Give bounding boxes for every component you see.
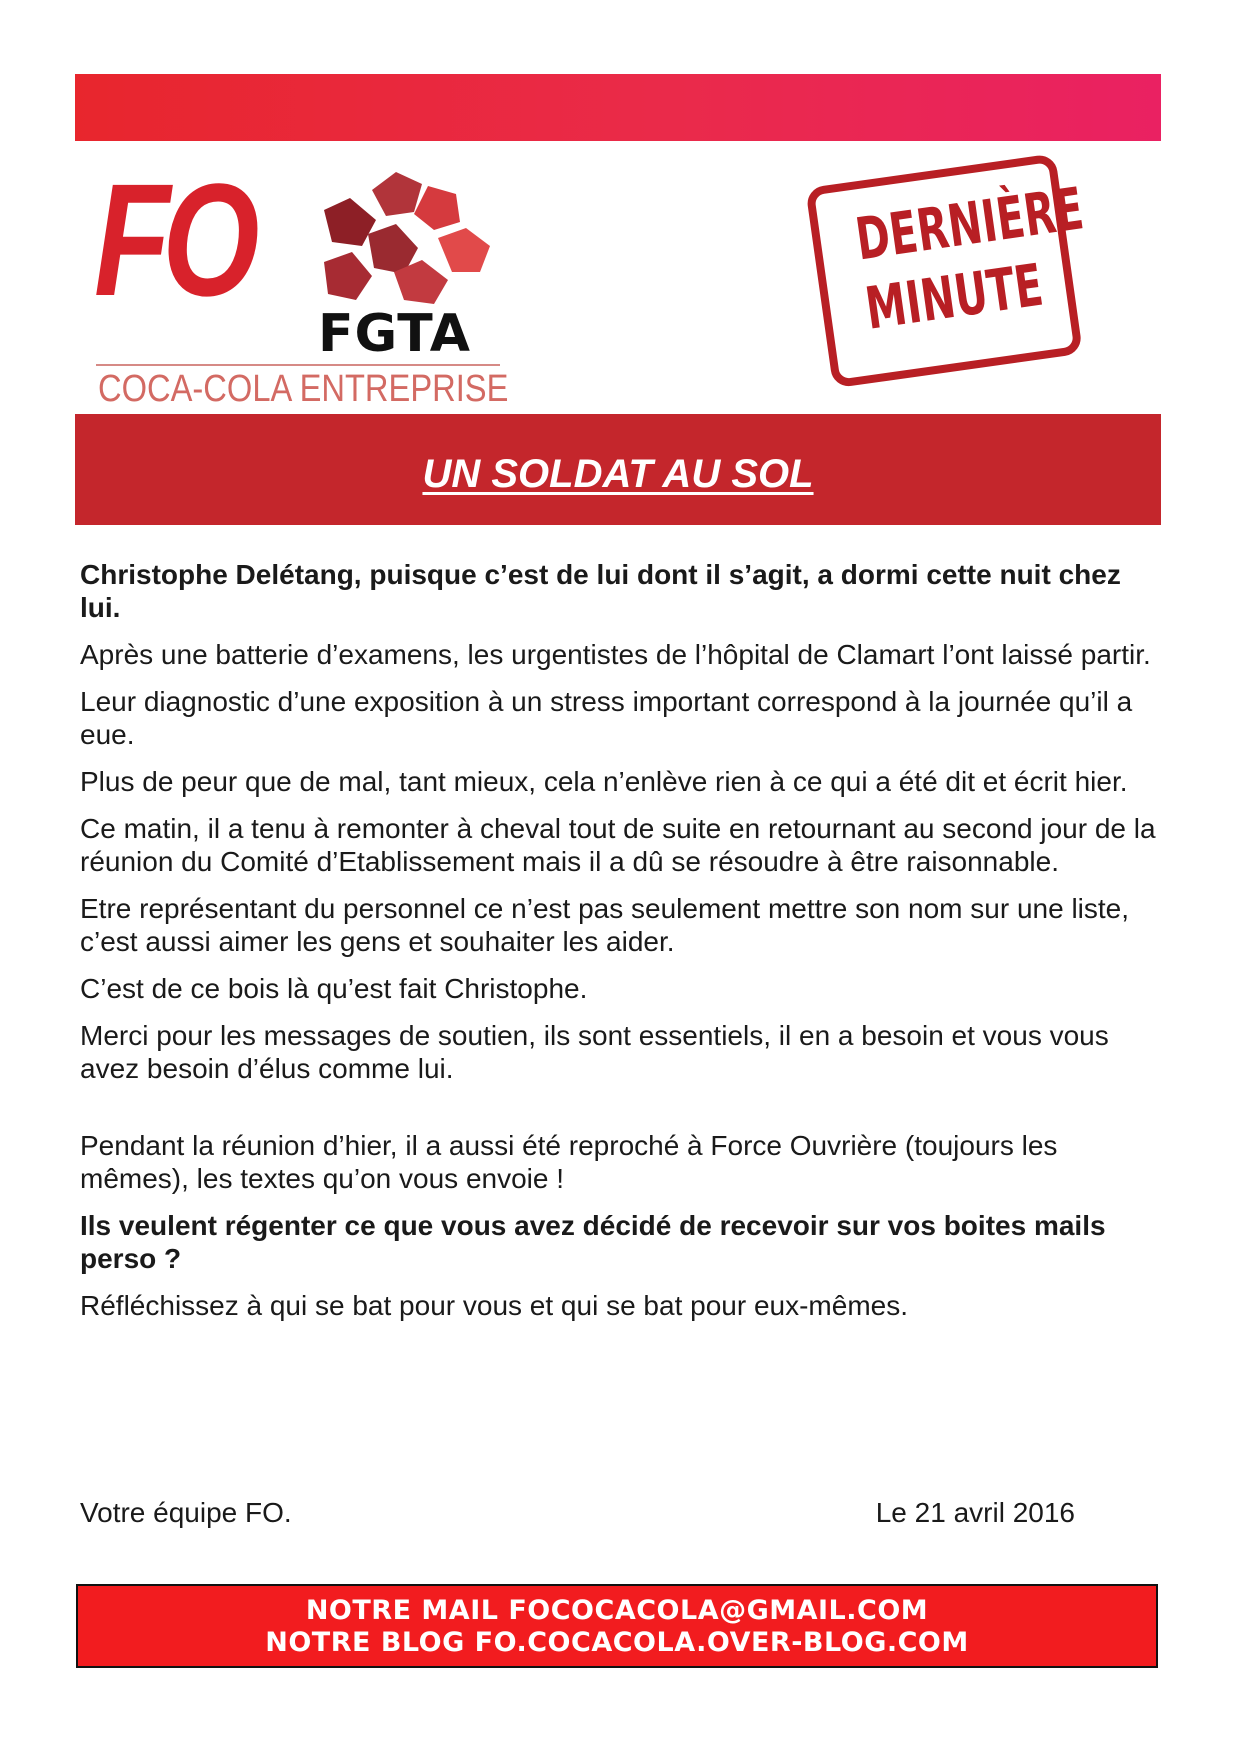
signature-row (80, 1496, 1075, 1529)
paragraph-gap (80, 1099, 1160, 1129)
paragraph: C’est de ce bois là qu’est fait Christophe. (80, 973, 588, 1004)
contact-footer (76, 1584, 1158, 1668)
logo-fgta-text: FGTA (318, 304, 471, 364)
signature-date: Le 21 avril 2016 (875, 1497, 1075, 1528)
paragraph: Ce matin, il a tenu à remonter à cheval tout de suite en retournant au second jour de la réunion du Comité d’Etablissement mais il a dû se résoudre à être raisonnable. (80, 813, 1156, 877)
page-title: UN SOLDAT AU SOL (422, 452, 814, 496)
paragraph: Etre représentant du personnel ce n’est pas seulement mettre son nom sur une liste, c’est aussi aimer les gens et souhaiter les aider. (80, 893, 1130, 957)
paragraph: Pendant la réunion d’hier, il a aussi été reproché à Force Ouvrière (toujours les mêmes), les textes qu’on vous envoie ! (80, 1130, 1058, 1194)
flower-petals-icon (310, 168, 510, 308)
logo-company-text: COCA-COLA ENTREPRISE (98, 368, 509, 410)
signature-team: Votre équipe FO. (80, 1497, 292, 1528)
footer-blog: NOTRE BLOG FO.COCACOLA.OVER-BLOG.COM (265, 1627, 969, 1658)
logo-divider (96, 364, 500, 366)
stamp-line-1: DERNIÈRE (851, 174, 1088, 274)
paragraph: Après une batterie d’examens, les urgentistes de l’hôpital de Clamart l’ont laissé partir. (80, 639, 1151, 670)
derniere-minute-stamp (805, 154, 1088, 387)
paragraph: Leur diagnostic d’une exposition à un stress important correspond à la journée qu’il a eue. (80, 686, 1133, 750)
paragraph: Plus de peur que de mal, tant mieux, cela n’enlève rien à ce qui a été dit et écrit hier. (80, 766, 1128, 797)
fo-fgta-logo (92, 150, 512, 410)
paragraph: Christophe Delétang, puisque c’est de lui dont il s’agit, a dormi cette nuit chez lui. (80, 559, 1121, 623)
article-body (80, 558, 1160, 1336)
stamp-line-2: MINUTE (861, 250, 1047, 343)
paragraph: Réfléchissez à qui se bat pour vous et qui se bat pour eux-mêmes. (80, 1290, 908, 1321)
title-band (75, 414, 1161, 525)
footer-mail: NOTRE MAIL FOCOCACOLA@GMAIL.COM (305, 1595, 929, 1626)
paragraph: Ils veulent régenter ce que vous avez décidé de recevoir sur vos boites mails perso ? (80, 1210, 1106, 1274)
paragraph: Merci pour les messages de soutien, ils sont essentiels, il en a besoin et vous vous avez besoin d’élus comme lui. (80, 1020, 1109, 1084)
top-color-bar (75, 74, 1161, 141)
logo-fo-text: FO (94, 150, 252, 329)
